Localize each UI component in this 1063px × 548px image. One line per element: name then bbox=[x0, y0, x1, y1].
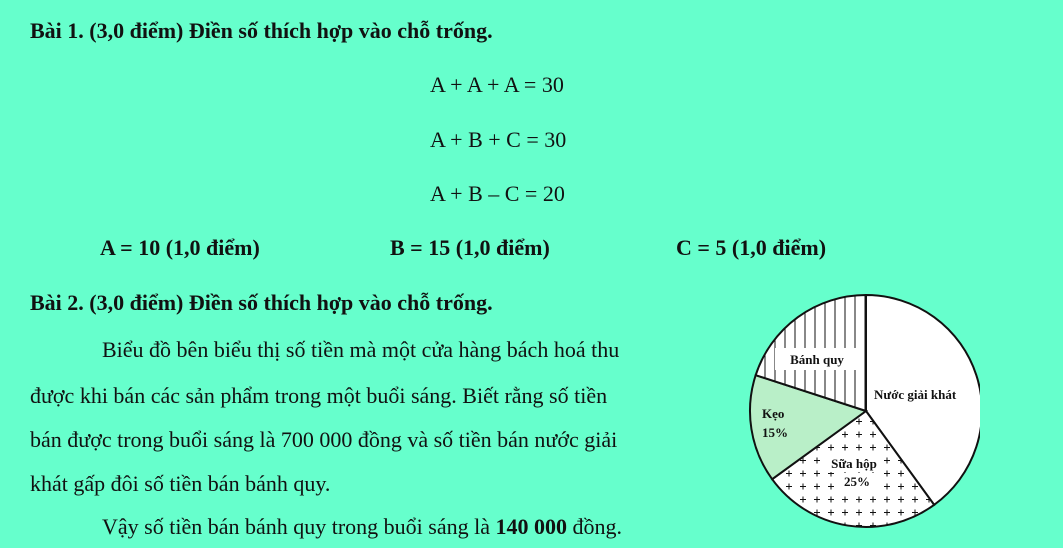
equation-2: A + B + C = 30 bbox=[430, 127, 567, 152]
bai2-heading: Bài 2. (3,0 điểm) Điền số thích hợp vào chỗ trống. bbox=[30, 290, 493, 315]
bai2-conclusion bbox=[102, 514, 622, 540]
equation-3: A + B – C = 20 bbox=[430, 181, 565, 206]
conclusion-suffix: đồng. bbox=[567, 514, 622, 539]
slice-label-banh-quy: Bánh quy bbox=[790, 352, 844, 367]
bai2-line-1: Biểu đồ bên biểu thị số tiền mà một cửa hàng bách hoá thu bbox=[102, 337, 620, 362]
pie-slices bbox=[750, 295, 980, 527]
pie-chart bbox=[740, 285, 980, 545]
answer-b: B = 15 (1,0 điểm) bbox=[390, 235, 550, 260]
bai2-line-3: bán được trong buổi sáng là 700 000 đồng và số tiền bán nước giải bbox=[30, 427, 618, 452]
slice-value-sua-hop: 25% bbox=[844, 474, 870, 489]
bai2-line-2: được khi bán các sản phẩm trong một buổi sáng. Biết rằng số tiền bbox=[30, 383, 608, 408]
answer-a: A = 10 (1,0 điểm) bbox=[100, 235, 260, 260]
bai2-line-4: khát gấp đôi số tiền bán bánh quy. bbox=[30, 471, 331, 496]
answer-c: C = 5 (1,0 điểm) bbox=[676, 235, 827, 260]
slice-value-keo: 15% bbox=[762, 425, 788, 440]
bai1-heading: Bài 1. (3,0 điểm) Điền số thích hợp vào chỗ trống. bbox=[30, 18, 493, 43]
equation-1: A + A + A = 30 bbox=[430, 72, 564, 97]
slice-label-nuoc-giai-khat: Nước giải khát bbox=[874, 387, 957, 402]
conclusion-value: 140 000 bbox=[495, 514, 567, 539]
slice-label-keo: Kẹo bbox=[762, 406, 785, 421]
slice-label-sua-hop: Sữa hộp bbox=[831, 456, 877, 471]
conclusion-prefix: Vậy số tiền bán bánh quy trong buổi sáng là bbox=[102, 514, 496, 539]
